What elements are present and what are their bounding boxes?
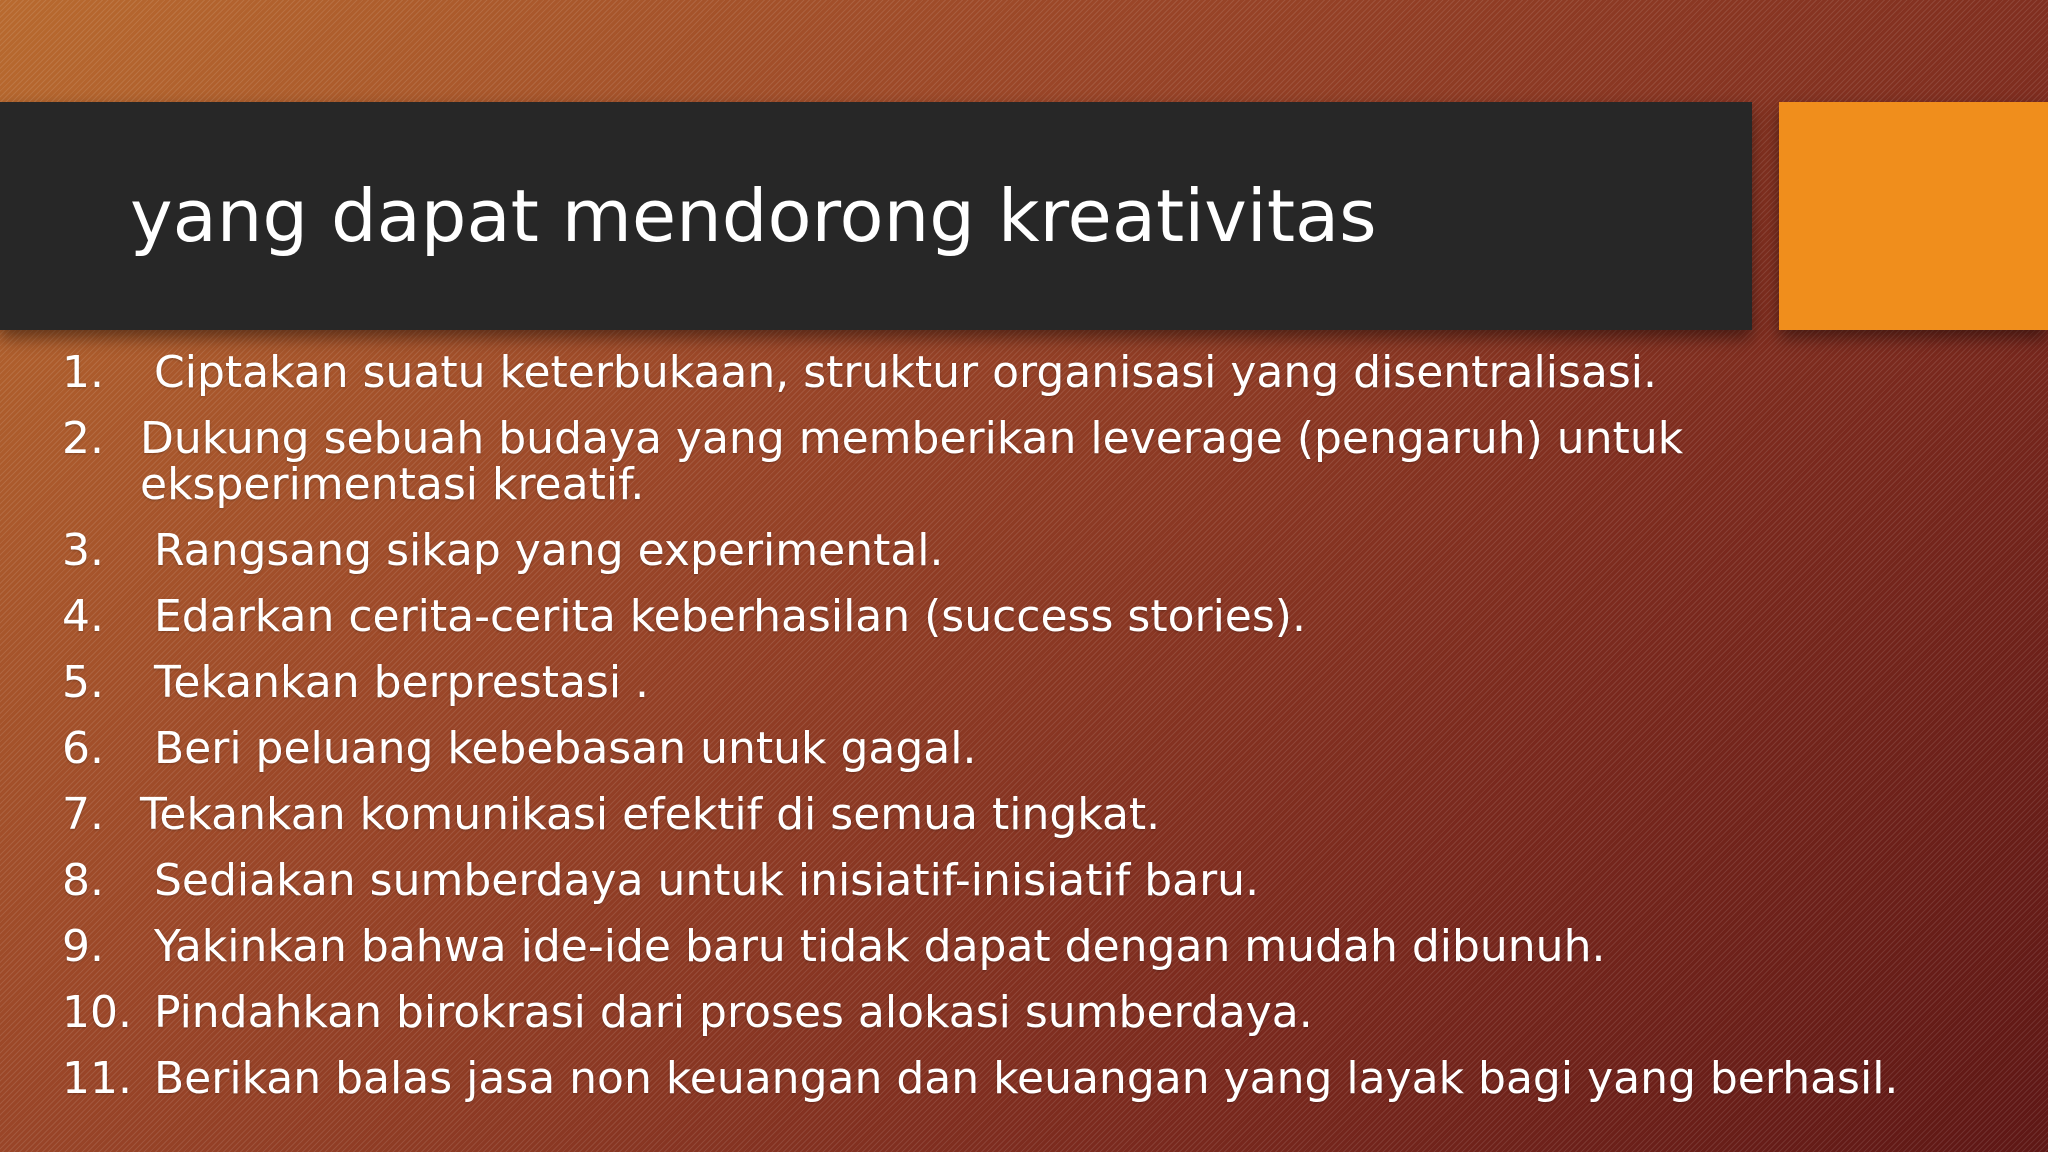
list-item-text: Tekankan berprestasi . (154, 657, 650, 708)
list-item (62, 987, 1982, 1038)
list-item-text: Edarkan cerita-cerita keberhasilan (success stories). (154, 591, 1306, 642)
list-item (62, 657, 1982, 708)
bullet-list (62, 347, 1982, 1122)
list-item-number: 11. (62, 1053, 132, 1104)
list-item-number: 1. (62, 347, 104, 398)
list-item (62, 413, 1982, 510)
list-item-number: 8. (62, 855, 104, 906)
slide-title: yang dapat mendorong kreativitas (130, 174, 1377, 258)
list-item-text: Tekankan komunikasi efektif di semua tingkat. (140, 789, 1161, 840)
list-item (62, 921, 1982, 972)
list-item (62, 855, 1982, 906)
title-bar (0, 102, 1752, 330)
list-item-number: 4. (62, 591, 104, 642)
list-item (62, 591, 1982, 642)
list-item-text: Dukung sebuah budaya yang memberikan leverage (pengaruh) untuk eksperimentasi kreatif. (140, 413, 1684, 510)
list-item-number: 6. (62, 723, 104, 774)
list-item-number: 9. (62, 921, 104, 972)
list-item-text: Sediakan sumberdaya untuk inisiatif-inisiatif baru. (154, 855, 1260, 906)
list-item (62, 1053, 1982, 1104)
list-item (62, 525, 1982, 576)
list-item-number: 2. (62, 413, 104, 464)
list-item-number: 10. (62, 987, 132, 1038)
list-item-number: 3. (62, 525, 104, 576)
list-item (62, 723, 1982, 774)
list-item-number: 7. (62, 789, 104, 840)
accent-square (1779, 102, 2048, 330)
list-item-text: Ciptakan suatu keterbukaan, struktur organisasi yang disentralisasi. (154, 347, 1657, 398)
list-item-text: Beri peluang kebebasan untuk gagal. (154, 723, 977, 774)
list-item-text: Berikan balas jasa non keuangan dan keuangan yang layak bagi yang berhasil. (154, 1053, 1899, 1104)
list-item (62, 789, 1982, 840)
list-item-text: Rangsang sikap yang experimental. (154, 525, 944, 576)
list-item-text: Pindahkan birokrasi dari proses alokasi sumberdaya. (154, 987, 1313, 1038)
list-item-text: Yakinkan bahwa ide-ide baru tidak dapat dengan mudah dibunuh. (154, 921, 1606, 972)
list-item-number: 5. (62, 657, 104, 708)
list-item (62, 347, 1982, 398)
